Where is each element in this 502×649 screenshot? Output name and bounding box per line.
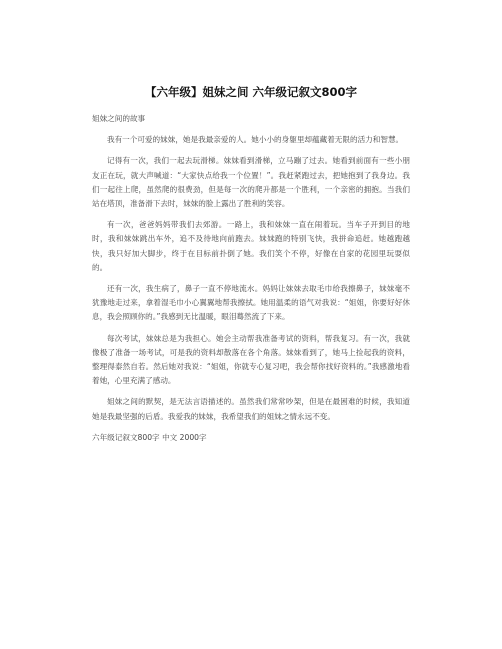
paragraph-5: 每次考试，妹妹总是为我担心。她会主动帮我准备考试的资料，帮我复习。有一次，我就像极了准备一场考试，可是我的资料却散落在各个角落。妹妹看到了，她马上捡起我的资料，整理得泰然自若。然后她对我说：“姐姐，你就专心复习吧，我会帮你找好资料的。”我感激地看着她，心里充满了感动。 — [92, 333, 410, 386]
paragraph-3: 有一次，爸爸妈妈带我们去郊游。一路上，我和妹妹一直在闹着玩。当车子开到目的地时，我和妹妹跳出车外，追不及待地向前跑去。妹妹跑的特别飞快，我拼命追赶。她越跑越快，我只好加大脚步，终于在目标前扑倒了她。我们笑个不停，好像在自家的花园里玩耍似的。 — [92, 220, 410, 272]
document-title: 【六年级】姐妹之间 六年级记叙文800字 — [144, 85, 357, 99]
document-body — [92, 112, 410, 445]
paragraph-4: 还有一次，我生病了，鼻子一直不停地流水。妈妈让妹妹去取毛巾给我擦鼻子，妹妹毫不犹豫地走过来，拿着湿毛巾小心翼翼地帮我擦拭。她用温柔的语气对我说：“姐姐，你要好好休息，我会照顾你的。”我感到无比温暖，眼泪蓦然流了下来。 — [92, 284, 410, 322]
paragraph-2: 记得有一次，我们一起去玩滑梯。妹妹看到滑梯，立马蹦了过去。她看到前面有一些小朋友正在玩，就大声喊道：“大家快点给我一个位置！”。我赶紧跑过去，把她抱到了我身边。我们一起往上爬，虽然爬的很费劲，但是每一次的爬升都是一个胜利，一个亲密的拥抱。当我们站在塔顶，准备滑下去时，妹妹的脸上露出了胜利的笑容。 — [92, 156, 410, 209]
paragraph-1: 我有一个可爱的妹妹，她是我最亲爱的人。她小小的身躯里却蕴藏着无限的活力和智慧。 — [107, 135, 404, 145]
paragraph-6: 姐妹之间的默契，是无法言语描述的。虽然我们常常吵架，但是在最困难的时候，我知道她是我最坚强的后盾。我爱我的妹妹，我希望我们的姐妹之情永远不变。 — [92, 397, 410, 421]
document-footer-tags: 六年级记叙文800字 中文 2000字 — [92, 432, 207, 442]
section-subtitle: 姐妹之间的故事 — [92, 114, 146, 123]
